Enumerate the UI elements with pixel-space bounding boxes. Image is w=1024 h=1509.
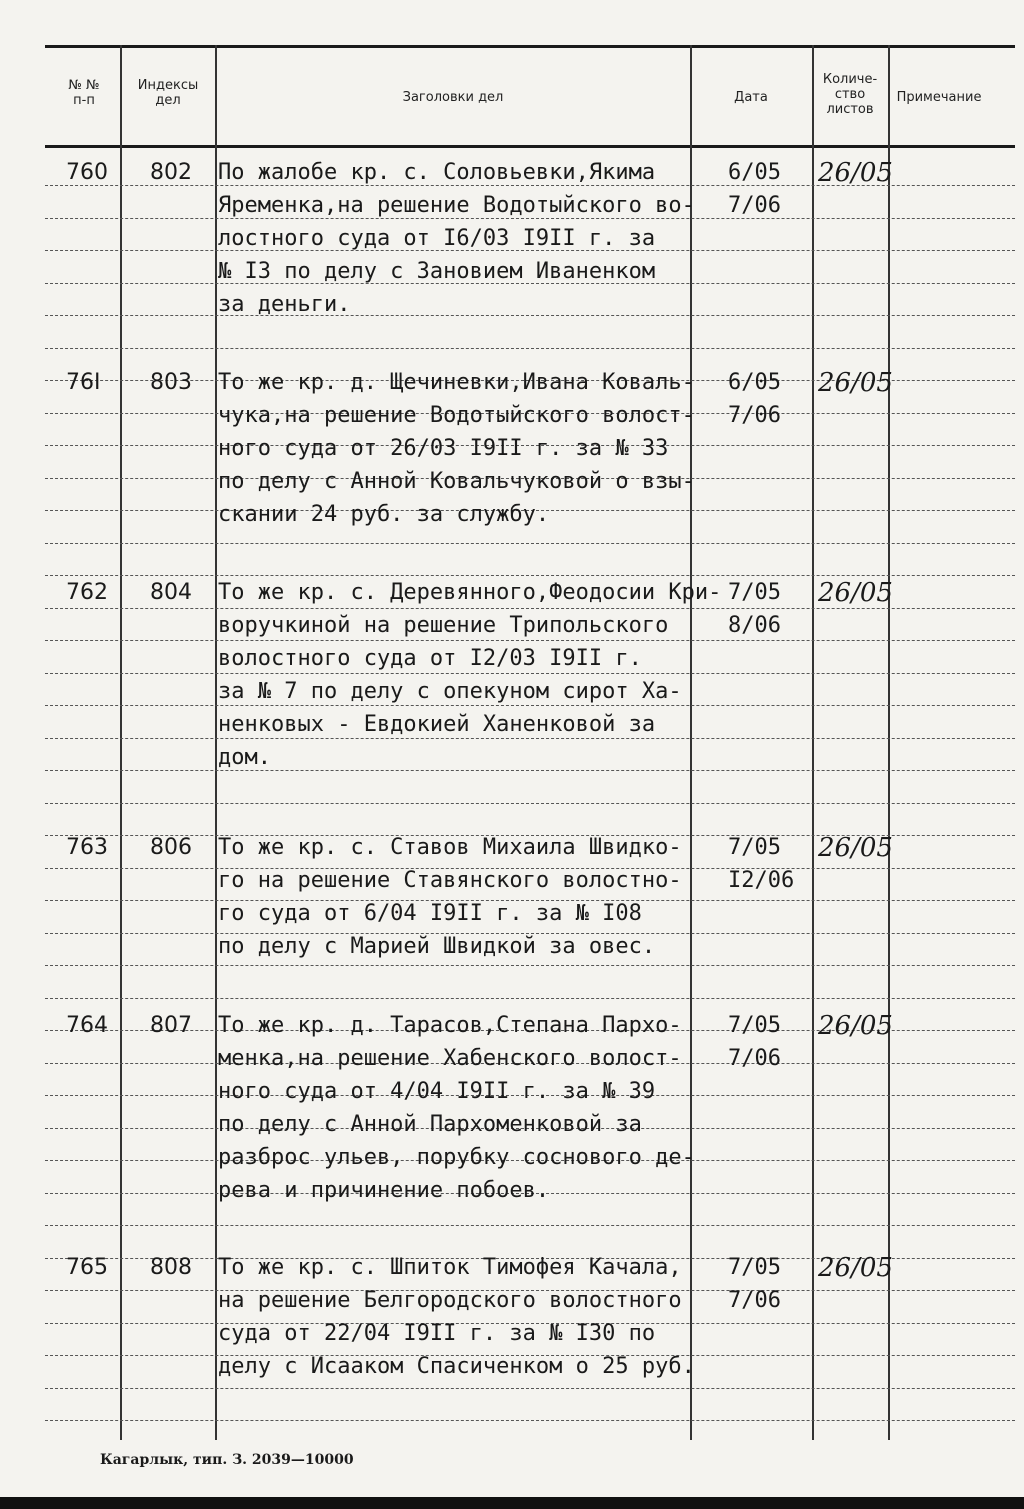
date-start: 6/05: [728, 370, 781, 395]
sheet-count-handwritten: 26/05: [818, 578, 893, 608]
case-title-line: воручкиной на решение Трипольского: [218, 613, 669, 638]
case-title-line: Яременка,на решение Водотыйского во-: [218, 193, 695, 218]
column-divider: [120, 45, 122, 1440]
ruled-line: [45, 640, 1015, 641]
header-note: Примечание: [896, 90, 982, 105]
ruled-line: [45, 348, 1015, 349]
case-title-line: суда от 22/04 I9II г. за № I30 по: [218, 1321, 656, 1346]
ruled-line: [45, 673, 1015, 674]
case-title-line: По жалобе кр. с. Соловьевки,Якима: [218, 160, 656, 185]
case-index: 806: [150, 835, 192, 860]
case-title-line: То же кр. д. Тарасов,Степана Пархо-: [218, 1013, 682, 1038]
case-title-line: го на решение Ставянского волостно-: [218, 868, 682, 893]
case-title-line: То же кр. с. Ставов Михаила Швидко-: [218, 835, 682, 860]
row-number: 763: [66, 835, 108, 860]
column-divider: [215, 45, 217, 1440]
ruled-line: [45, 1388, 1015, 1389]
ruled-line: [45, 738, 1015, 739]
sheet-count-handwritten: 26/05: [818, 368, 893, 398]
ruled-line: [45, 998, 1015, 999]
case-title-line: на решение Белгородского волостного: [218, 1288, 682, 1313]
date-start: 6/05: [728, 160, 781, 185]
case-title-line: чука,на решение Водотыйского волост-: [218, 403, 695, 428]
case-title-line: го суда от 6/04 I9II г. за № I08: [218, 901, 642, 926]
case-title-line: № I3 по делу с Зановием Иваненком: [218, 259, 656, 284]
date-start: 7/05: [728, 835, 781, 860]
sheet-count-handwritten: 26/05: [818, 1253, 893, 1283]
sheet-count-handwritten: 26/05: [818, 833, 893, 863]
row-number: 764: [66, 1013, 108, 1038]
case-title-line: волостного суда от I2/03 I9II г.: [218, 646, 642, 671]
row-number: 760: [66, 160, 108, 185]
case-title-line: ного суда от 26/03 I9II г. за № 33: [218, 436, 669, 461]
date-end: 7/06: [728, 403, 781, 428]
case-title-line: рева и причинение побоев.: [218, 1178, 550, 1203]
ruled-line: [45, 705, 1015, 706]
date-end: 7/06: [728, 193, 781, 218]
case-title-line: делу с Исааком Спасиченком о 25 руб.: [218, 1354, 695, 1379]
date-start: 7/05: [728, 1255, 781, 1280]
row-number: 762: [66, 580, 108, 605]
date-end: 8/06: [728, 613, 781, 638]
column-divider: [690, 45, 692, 1440]
ruled-line: [45, 1225, 1015, 1226]
ruled-line: [45, 1420, 1015, 1421]
top-rule: [45, 45, 1015, 48]
column-divider: [812, 45, 814, 1440]
sheet-count-handwritten: 26/05: [818, 158, 893, 188]
case-title-line: ного суда от 4/04 I9II г. за № 39: [218, 1079, 656, 1104]
case-title-line: по делу с Марией Швидкой за овес.: [218, 934, 656, 959]
ruled-line: [45, 803, 1015, 804]
row-number: 76I: [66, 370, 101, 395]
row-number: 765: [66, 1255, 108, 1280]
header-title: Заголовки дел: [402, 90, 504, 105]
header-sheet-count: Количе- ство листов: [822, 72, 878, 117]
case-title-line: То же кр. д. Щечиневки,Ивана Коваль-: [218, 370, 695, 395]
ruled-line: [45, 543, 1015, 544]
header-num: № № п-п: [68, 78, 100, 108]
case-title-line: разброс ульев, порубку соснового де-: [218, 1145, 695, 1170]
case-title-line: лостного суда от I6/03 I9II г. за: [218, 226, 656, 251]
header-rule: [45, 145, 1015, 148]
date-end: I2/06: [728, 868, 795, 893]
case-index: 808: [150, 1255, 192, 1280]
column-divider: [888, 45, 890, 1440]
case-title-line: дом.: [218, 745, 271, 770]
case-index: 803: [150, 370, 192, 395]
ruled-line: [45, 575, 1015, 576]
case-title-line: за деньги.: [218, 292, 351, 317]
case-title-line: по делу с Анной Ковальчуковой о взы-: [218, 469, 695, 494]
header-index: Индексы дел: [137, 78, 199, 108]
bottom-edge: [0, 1497, 1024, 1509]
date-end: 7/06: [728, 1046, 781, 1071]
case-index: 802: [150, 160, 192, 185]
ruled-line: [45, 770, 1015, 771]
case-title-line: за № 7 по делу с опекуном сирот Ха-: [218, 679, 682, 704]
case-index: 807: [150, 1013, 192, 1038]
date-end: 7/06: [728, 1288, 781, 1313]
ruled-line: [45, 965, 1015, 966]
header-date: Дата: [734, 90, 768, 105]
case-title-line: То же кр. с. Деревянного,Феодосии Кри-: [218, 580, 722, 605]
date-start: 7/05: [728, 580, 781, 605]
sheet-count-handwritten: 26/05: [818, 1011, 893, 1041]
printer-imprint: Кагарлык, тип. З. 2039—10000: [100, 1452, 354, 1468]
case-title-line: ненковых - Евдокией Ханенковой за: [218, 712, 656, 737]
date-start: 7/05: [728, 1013, 781, 1038]
case-title-line: То же кр. с. Шпиток Тимофея Качала,: [218, 1255, 682, 1280]
ruled-line: [45, 315, 1015, 316]
case-title-line: по делу с Анной Пархоменковой за: [218, 1112, 642, 1137]
case-index: 804: [150, 580, 192, 605]
case-title-line: скании 24 руб. за службу.: [218, 502, 550, 527]
case-title-line: менка,на решение Хабенского волост-: [218, 1046, 682, 1071]
